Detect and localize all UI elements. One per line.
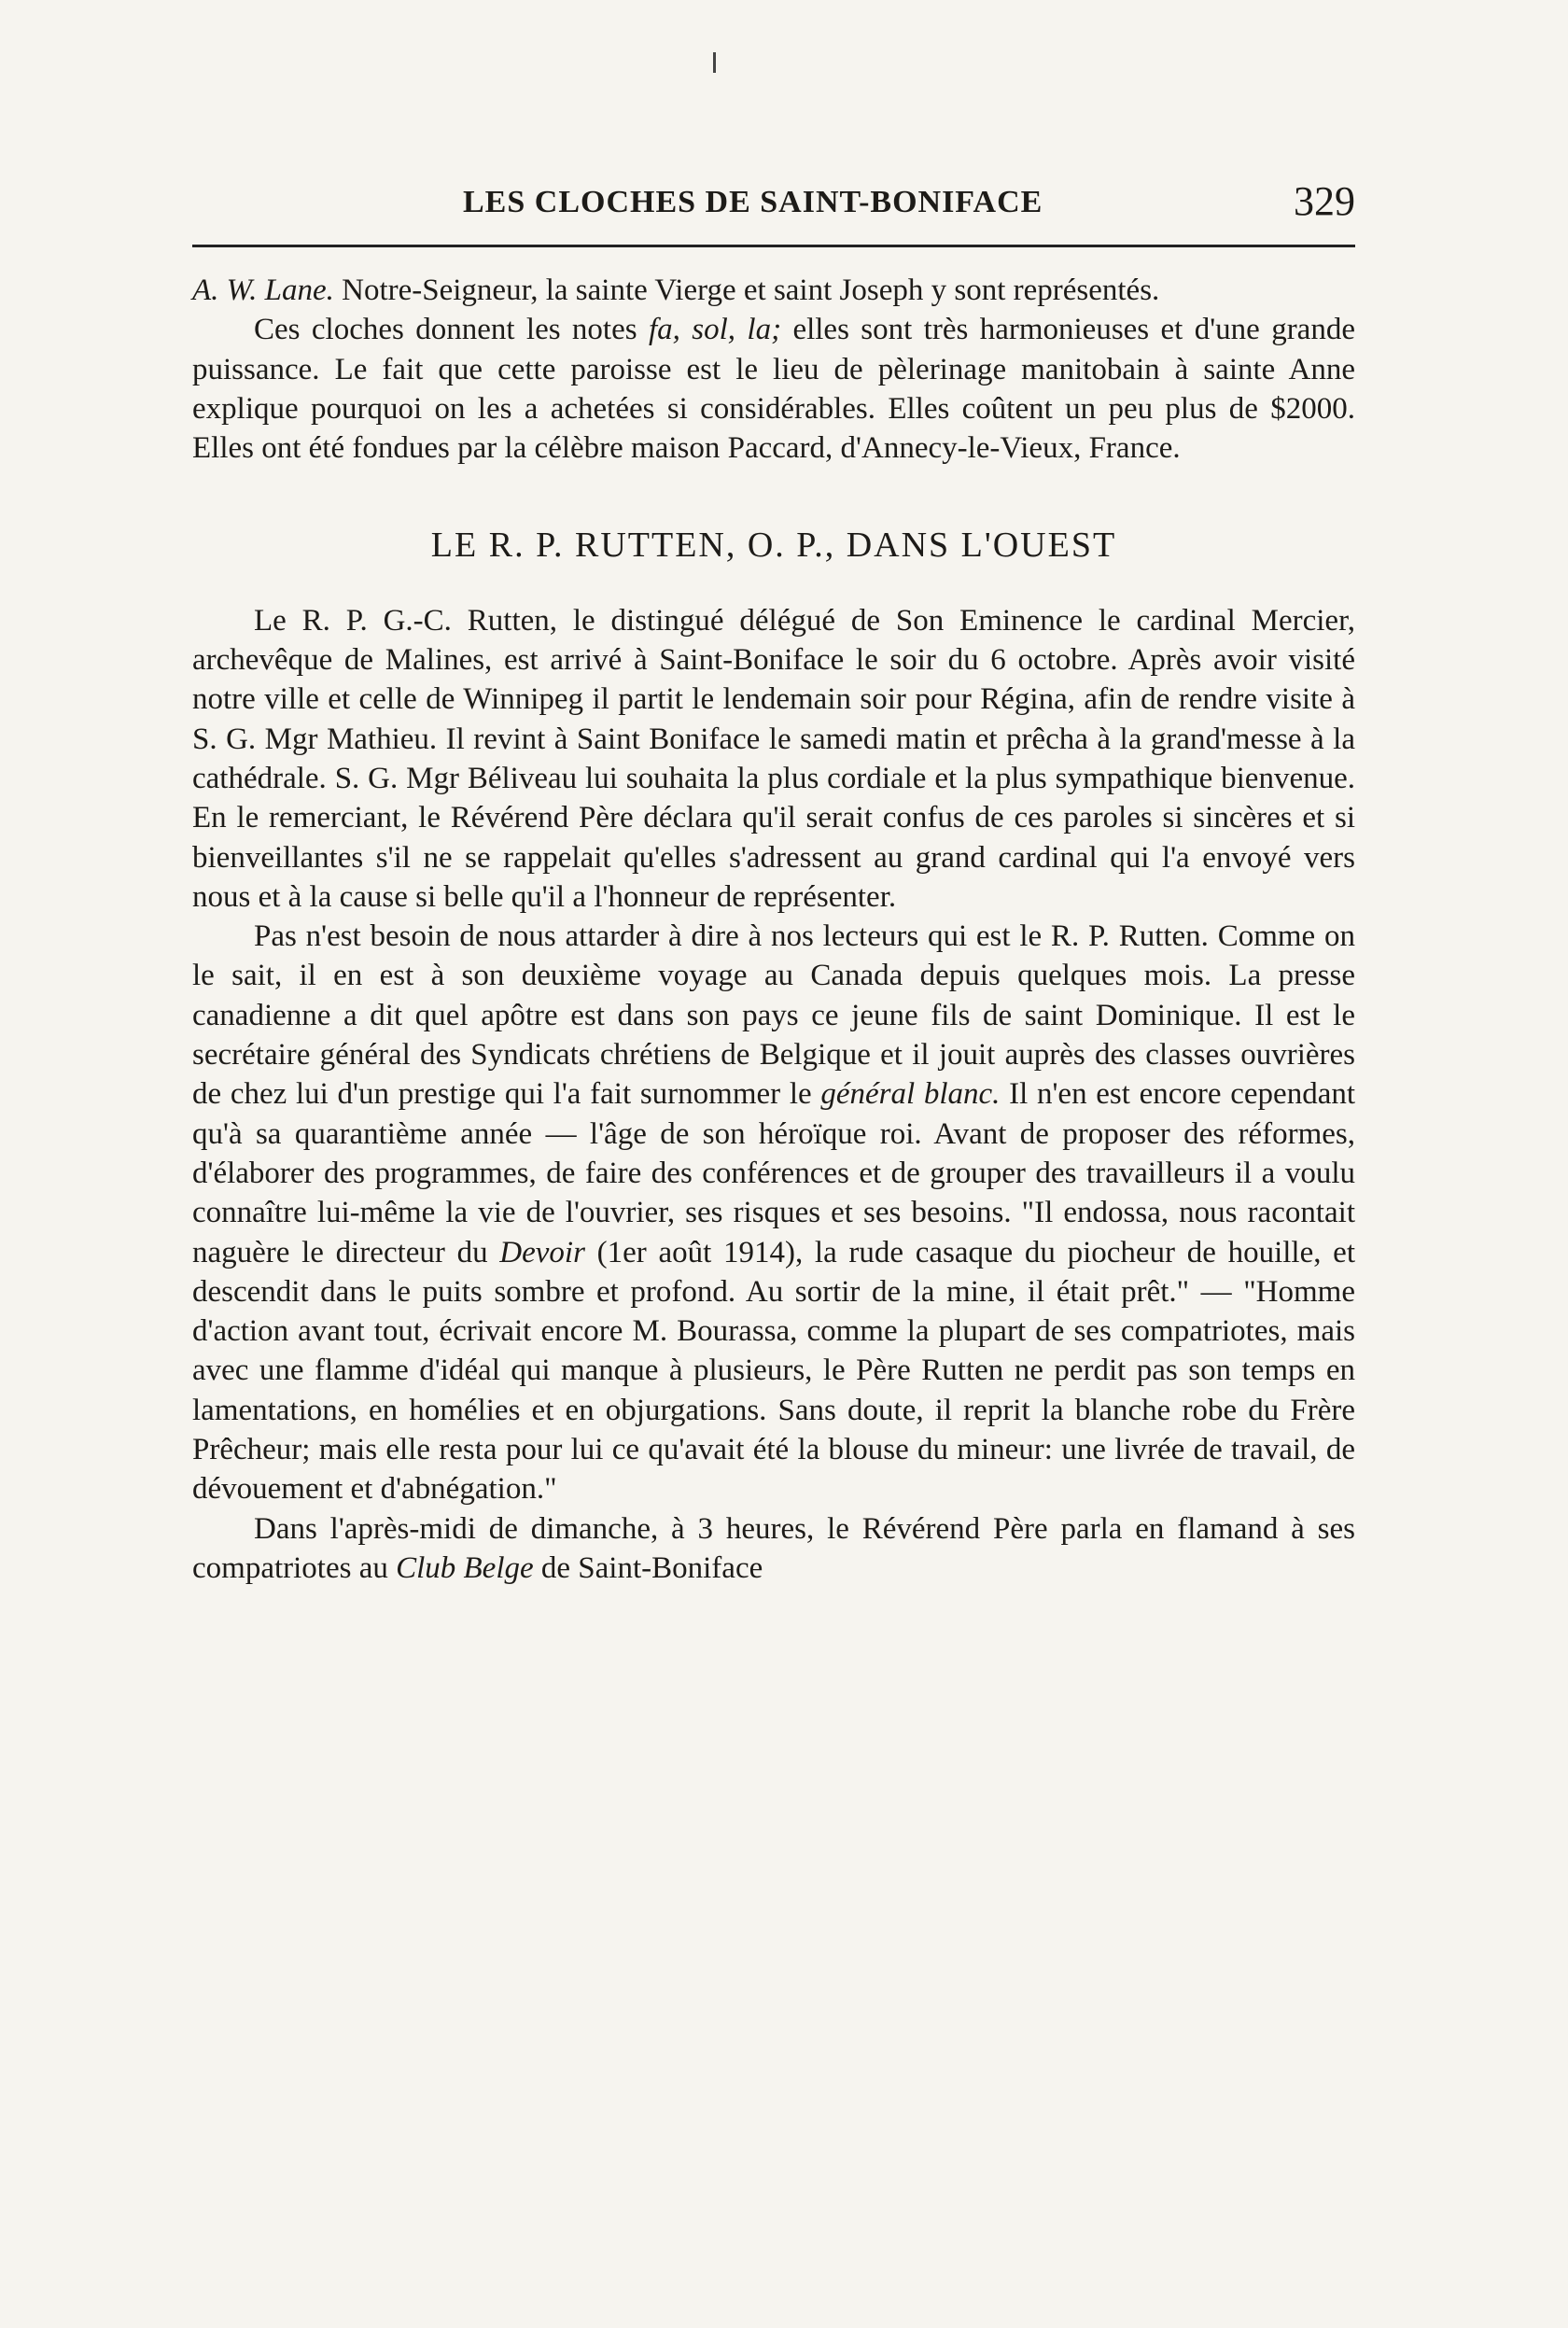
italic-nickname: général blanc. xyxy=(820,1077,1001,1112)
italic-newspaper: Devoir xyxy=(499,1235,585,1269)
print-mark xyxy=(713,52,716,73)
paragraph xyxy=(192,271,1355,310)
paragraph: Le R. P. G.-C. Rutten, le distingué délégué de Son Eminence le cardinal Mercier, archevêque de Malines, est arrivé à Saint-Boniface le soir du 6 octobre. Après avoir visité notre ville et celle de Winnipeg il partit le lendemain soir pour Régina, afin de rendre visite à S. G. Mgr Mathieu. Il revint à Saint Boniface le samedi matin et prêcha à la grand'messe à la cathédrale. S. G. Mgr Béliveau lui souhaita la plus cordiale et la plus sympathique bienvenue. En le remerciant, le Révérend Père déclara qu'il serait confus de ces paroles si sincères et si bienveillantes s'il ne se rappelait qu'elles s'adressent au grand cardinal qui l'a envoyé vers nous et à la cause si belle qu'il a l'honneur de représenter. xyxy=(192,603,1355,914)
paragraph-text: Pas n'est besoin de nous attarder à dire à nos lecteurs qui est le R. P. Rutten. Comme on le sait, il en est à son deuxième voyage au Canada depuis quelques mois. La presse canadienne a dit quel apôtre est dans son pays ce jeune fils de saint Dominique. Il est le secrétaire général des Syndicats chrétiens de Belgique et il jouit auprès des classes ouvrières de chez lui d'un prestige qui l'a fait surnommer le xyxy=(192,919,1355,1112)
paragraph-text: Ces cloches donnent les notes xyxy=(254,313,649,347)
header-rule xyxy=(192,245,1355,247)
paragraph-text: Notre-Seigneur, la sainte Vierge et saint Joseph y sont représentés. xyxy=(333,273,1160,307)
paragraph-text: de Saint-Boniface xyxy=(533,1550,763,1585)
paragraph xyxy=(192,310,1355,468)
paragraph-text: elles sont très harmonieuses et d'une grande puissance. Le fait que cette paroisse est le lieu de pèlerinage manitobain à sainte Anne explique pourquoi on les a achetées si considérables. Elles coûtent un peu plus de $2000. Elles ont été fondues par la célèbre maison Paccard, d'Annecy-le-Vieux, France. xyxy=(192,313,1355,466)
paragraph xyxy=(192,1509,1355,1589)
italic-notes: fa, sol, la; xyxy=(648,313,782,347)
italic-name: A. W. Lane. xyxy=(192,273,334,307)
body-text xyxy=(192,271,1355,1588)
paragraph-text: Il n'en est encore cependant qu'à sa quarantième année — l'âge de son héroïque roi. Avant de proposer des réformes, d'élaborer des programmes, de faire des conférences et de grouper des travailleurs il a voulu connaître lui-même la vie de l'ouvrier, ses risques et ses besoins. "Il endossa, nous racontait naguère le directeur du xyxy=(192,1077,1356,1269)
italic-club-name: Club Belge xyxy=(396,1550,534,1585)
section-heading: LE R. P. RUTTEN, O. P., DANS L'OUEST xyxy=(430,526,1117,566)
paragraph-text: Dans l'après-midi de dimanche, à 3 heures, le Révérend Père parla en flamand à ses compatriotes au xyxy=(192,1511,1355,1585)
paragraph xyxy=(192,917,1355,1508)
page-number: 329 xyxy=(1294,178,1355,224)
paragraph-text: (1er août 1914), la rude casaque du piocheur de houille, et descendit dans le puits sombre et profond. Au sortir de la mine, il était prêt." — "Homme d'action avant tout, écrivait encore M. Bourassa, comme la plupart de ses compatriotes, mais avec une flamme d'idéal qui manque à plusieurs, le Père Rutten ne perdit pas son temps en lamentations, en homélies et en objurgations. Sans doute, il reprit la blanche robe du Frère Prêcheur; mais elle resta pour lui ce qu'avait été la blouse du mineur: une livrée de travail, de dévouement et d'abnégation." xyxy=(192,1235,1355,1507)
running-header xyxy=(192,177,1355,233)
running-title: LES CLOCHES DE SAINT-BONIFACE xyxy=(463,185,1043,219)
